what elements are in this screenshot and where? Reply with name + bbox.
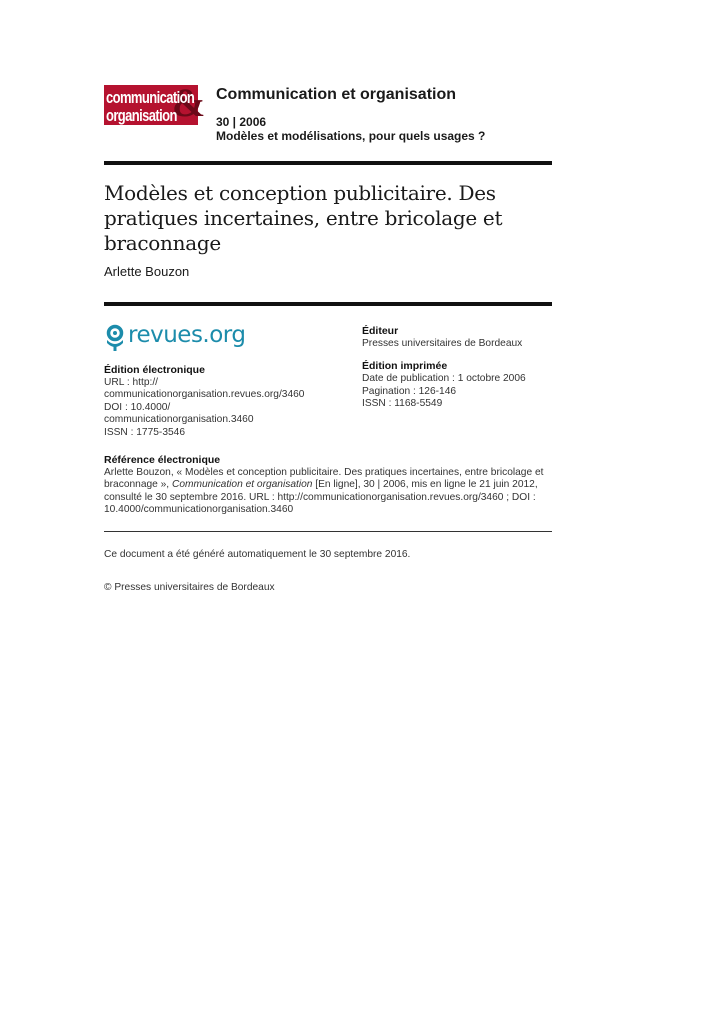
url-line-1: URL : http://	[104, 377, 158, 388]
middle-divider	[104, 302, 552, 306]
publisher-info	[362, 325, 562, 421]
edition-electronique	[104, 364, 334, 439]
electronic-issn: ISSN : 1775-3546	[104, 426, 185, 438]
doi-line-2: communicationorganisation.3460	[104, 414, 254, 426]
pagination: Pagination : 126-146	[362, 385, 457, 397]
logo-line-organisation: organisation	[106, 106, 177, 125]
logo-line-communication: communication	[106, 88, 195, 107]
reference-journal: Communication et organisation	[171, 479, 313, 491]
journal-title: Communication et organisation	[216, 86, 457, 103]
reference-text-end: [En ligne], 30 | 2006, mis en ligne le 21 juin 2012, consulté le 30 septembre 2016. URL : http://communicationorganisation.revues.org/3460 ; DOI : 10.4000/communicationorganisation.3460	[104, 479, 538, 516]
article-title: Modèles et conception publicitaire. Des pratiques incertaines, entre bricolage et braconnage	[104, 181, 503, 255]
doi-line-1: DOI : 10.4000/	[104, 401, 171, 413]
bottom-divider	[104, 531, 552, 532]
reference-label: Référence électronique	[104, 454, 221, 466]
editeur-label: Éditeur	[362, 325, 399, 337]
logo-ampersand: &	[172, 80, 206, 125]
edition-electronique-label: Édition électronique	[104, 364, 205, 376]
issue-title: Modèles et modélisations, pour quels usages ?	[216, 129, 486, 143]
revues-org-wordmark: revues.org	[128, 322, 246, 348]
journal-logo	[104, 80, 206, 125]
url-line-2[interactable]: communicationorganisation.revues.org/3460	[104, 389, 305, 401]
top-divider	[104, 161, 552, 165]
reference-text	[104, 467, 550, 517]
revues-org-icon	[104, 324, 126, 352]
copyright: © Presses universitaires de Bordeaux	[104, 582, 275, 593]
reference-text-start: Arlette Bouzon, « Modèles et conception publicitaire. Des pratiques incertaines, entre bricolage et braconnage »,	[104, 467, 544, 491]
article-author: Arlette Bouzon	[104, 264, 190, 279]
publication-date: Date de publication : 1 octobre 2006	[362, 373, 526, 385]
edition-imprimee-label: Édition imprimée	[362, 360, 448, 373]
electronic-reference	[104, 454, 550, 517]
issue-number: 30 | 2006	[216, 115, 267, 129]
generated-notice: Ce document a été généré automatiquement le 30 septembre 2016.	[104, 549, 411, 560]
print-issn: ISSN : 1168-5549	[362, 398, 443, 410]
editeur-value: Presses universitaires de Bordeaux	[362, 338, 523, 349]
